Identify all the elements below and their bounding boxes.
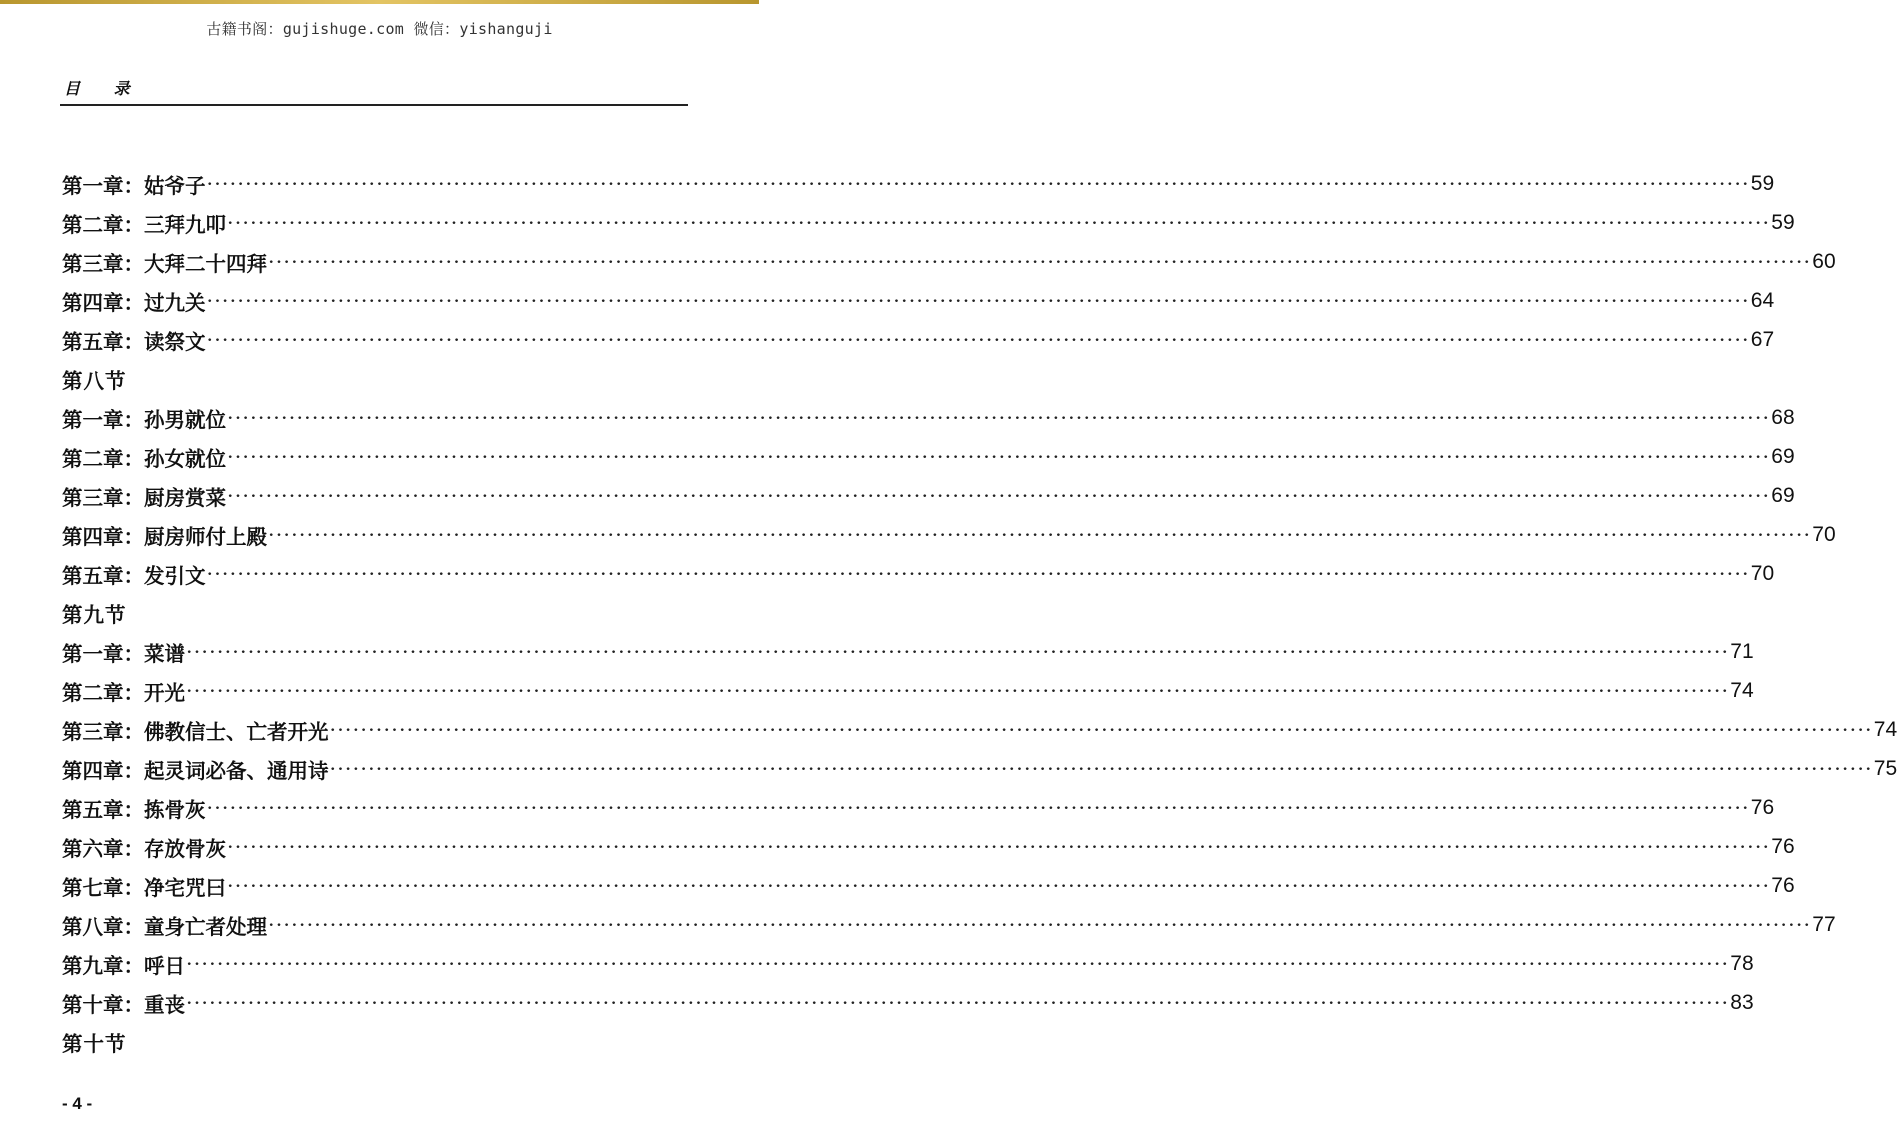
- entry-page-number: 74: [1873, 717, 1897, 741]
- entry-page-number: 76: [1771, 834, 1795, 858]
- entry-page-number: 78: [1730, 951, 1754, 975]
- entry-label: 第五章：拣骨灰: [62, 797, 206, 822]
- entry-label: 第九章：呼日: [62, 953, 185, 978]
- toc-entry: [62, 905, 1836, 944]
- entry-label: 第一章：菜谱: [62, 641, 185, 666]
- toc-entry: [62, 749, 1897, 788]
- entry-page-number: 76: [1771, 873, 1795, 897]
- entry-label: 第三章：佛教信士、亡者开光: [62, 719, 329, 744]
- toc-entry: [62, 203, 1795, 242]
- entry-page-number: 83: [1730, 990, 1754, 1014]
- dot-leader: ········································································································································································································: [227, 873, 1771, 898]
- entry-label: 第七章：净宅咒曰: [62, 875, 226, 900]
- toc-entry: [62, 827, 1795, 866]
- entry-label: 第八章：童身亡者处理: [62, 914, 267, 939]
- entry-page-number: 59: [1750, 171, 1775, 195]
- entry-page-number: 68: [1771, 405, 1795, 429]
- toc-section-heading: [62, 593, 686, 632]
- entry-page-number: 70: [1812, 522, 1836, 546]
- entry-label: 第一章：姑爷子: [62, 173, 206, 198]
- dot-leader: ········································································································································································································: [329, 717, 1873, 742]
- entry-page-number: 69: [1771, 444, 1795, 468]
- entry-label: 第一章：孙男就位: [62, 407, 226, 432]
- dot-leader: ········································································································································································································: [227, 483, 1771, 508]
- dot-leader: ········································································································································································································: [186, 951, 1730, 976]
- toc-entry: [62, 398, 1795, 437]
- entry-page-number: 76: [1750, 795, 1775, 819]
- dot-leader: ········································································································································································································: [206, 288, 1750, 313]
- entry-label: 第五章：读祭文: [62, 329, 206, 354]
- entry-label: 第三章：厨房赏菜: [62, 485, 226, 510]
- toc-section-heading: [62, 1022, 686, 1061]
- toc-entry: [62, 242, 1836, 281]
- page-header-title: 目 录: [64, 79, 144, 98]
- page-number: - 4 -: [62, 1094, 93, 1113]
- dot-leader: ········································································································································································································: [227, 210, 1771, 235]
- section-label: 第九节: [62, 602, 127, 627]
- entry-page-number: 64: [1750, 288, 1775, 312]
- toc-entry: [62, 320, 1775, 359]
- toc-entry: [62, 788, 1775, 827]
- dot-leader: ········································································································································································································: [186, 990, 1730, 1015]
- entry-page-number: 70: [1750, 561, 1775, 585]
- toc-entry: [62, 437, 1795, 476]
- toc-entry: [62, 632, 1754, 671]
- toc-entry: [62, 476, 1795, 515]
- dot-leader: ········································································································································································································: [227, 444, 1771, 469]
- entry-label: 第二章：孙女就位: [62, 446, 226, 471]
- entry-page-number: 71: [1730, 639, 1754, 663]
- dot-leader: ········································································································································································································: [206, 327, 1750, 352]
- dot-leader: ········································································································································································································: [206, 795, 1750, 820]
- toc-entry: [62, 281, 1775, 320]
- entry-label: 第二章：开光: [62, 680, 185, 705]
- header-rule: [60, 104, 688, 106]
- toc-section-heading: [62, 359, 686, 398]
- toc-entry: [62, 164, 1775, 203]
- entry-label: 第四章：起灵词必备、通用诗: [62, 758, 329, 783]
- entry-page-number: 67: [1750, 327, 1775, 351]
- toc-entry: [62, 554, 1775, 593]
- dot-leader: ········································································································································································································: [206, 561, 1750, 586]
- entry-page-number: 60: [1812, 249, 1836, 273]
- dot-leader: ········································································································································································································: [268, 522, 1812, 547]
- entry-page-number: 59: [1771, 210, 1795, 234]
- section-label: 第十节: [62, 1031, 127, 1056]
- toc-entry: [62, 671, 1754, 710]
- watermark-text: 古籍书阁：gujishuge.com 微信：yishanguji: [206, 20, 553, 38]
- toc-entry: [62, 944, 1754, 983]
- toc-entry: [62, 866, 1795, 905]
- entry-label: 第六章：存放骨灰: [62, 836, 226, 861]
- entry-label: 第三章：大拜二十四拜: [62, 251, 267, 276]
- dot-leader: ········································································································································································································: [268, 249, 1812, 274]
- table-of-contents: [62, 164, 1897, 1061]
- dot-leader: ········································································································································································································: [268, 912, 1812, 937]
- entry-page-number: 74: [1730, 678, 1754, 702]
- entry-page-number: 69: [1771, 483, 1795, 507]
- dot-leader: ········································································································································································································: [329, 756, 1873, 781]
- dot-leader: ········································································································································································································: [206, 171, 1750, 196]
- entry-page-number: 77: [1812, 912, 1836, 936]
- entry-label: 第四章：厨房师付上殿: [62, 524, 267, 549]
- dot-leader: ········································································································································································································: [227, 405, 1771, 430]
- toc-entry: [62, 983, 1754, 1022]
- entry-label: 第四章：过九关: [62, 290, 206, 315]
- dot-leader: ········································································································································································································: [186, 639, 1730, 664]
- entry-label: 第十章：重丧: [62, 992, 185, 1017]
- entry-label: 第二章：三拜九叩: [62, 212, 226, 237]
- toc-entry: [62, 515, 1836, 554]
- entry-page-number: 75: [1873, 756, 1897, 780]
- dot-leader: ········································································································································································································: [227, 834, 1771, 859]
- toc-entry: [62, 710, 1897, 749]
- top-border: [0, 0, 759, 4]
- entry-label: 第五章：发引文: [62, 563, 206, 588]
- dot-leader: ········································································································································································································: [186, 678, 1730, 703]
- section-label: 第八节: [62, 368, 127, 393]
